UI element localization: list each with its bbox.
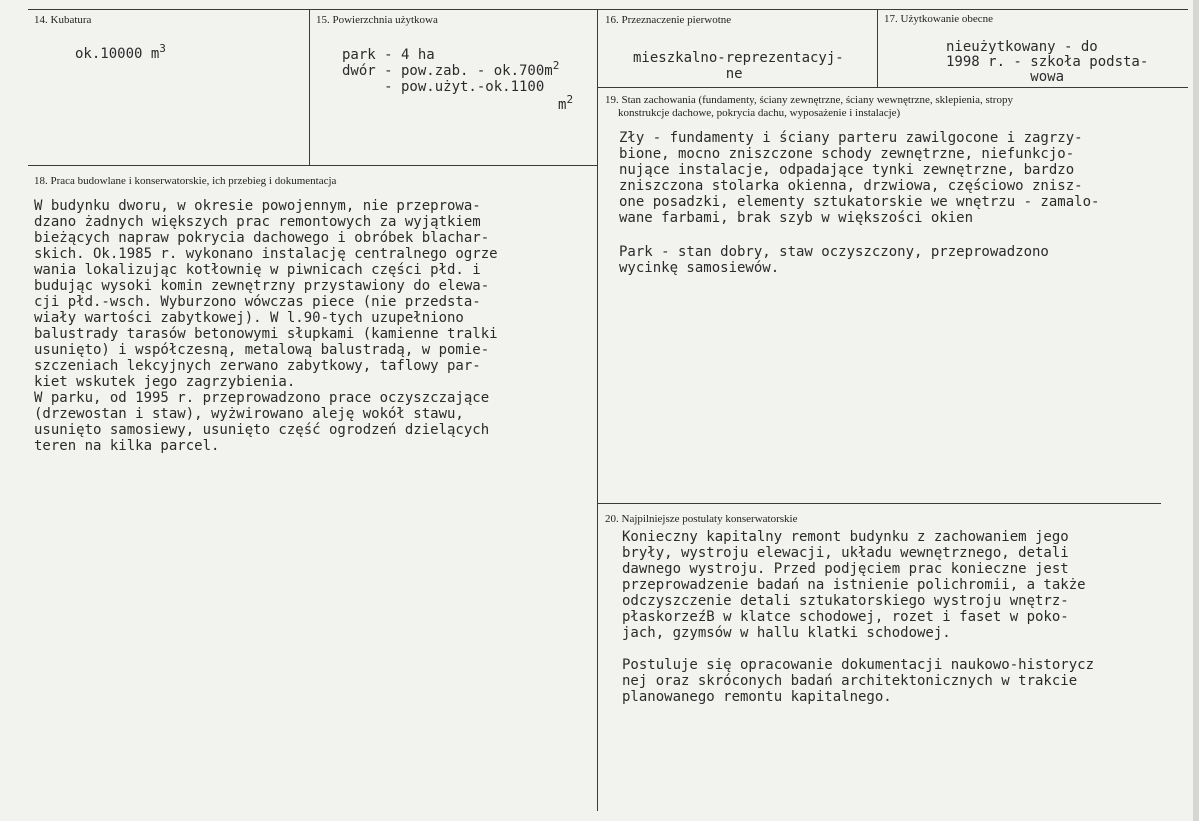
box16-bottom xyxy=(598,87,878,88)
top-border xyxy=(28,9,1188,10)
powierzchnia-line3: - pow.użyt.-ok.1100 xyxy=(342,79,545,95)
label-kubatura: 14. Kubatura xyxy=(34,14,92,26)
przeznaczenie-value: mieszkalno-reprezentacyj- ne xyxy=(633,50,844,82)
label-uzytkowanie: 17. Użytkowanie obecne xyxy=(884,13,994,25)
main-vertical-divider xyxy=(597,9,598,811)
postulaty-text-1: Konieczny kapitalny remont budynku z zachowaniem jego bryły, wystroju elewacji, układu wewnętrznego, detali dawnego wystroju. Przed podjęciem prac konieczne jest przeprowadzenie badań na istnienie polichromii, a także odczyszczenie detali sztukatorskiego wystroju wnętrz- płaskorzeźB w klatce schodowej, rozet i faset w poko- jach, gzymsów w hallu klatki schodowej. xyxy=(622,529,1086,641)
powierzchnia-line1: park - 4 ha xyxy=(342,47,435,63)
divider-14-15 xyxy=(309,9,310,166)
label-przeznaczenie: 16. Przeznaczenie pierwotne xyxy=(605,14,732,26)
stan-text-2: Park - stan dobry, staw oczyszczony, przeprowadzono wycinkę samosiewów. xyxy=(619,244,1049,276)
divider-16-17 xyxy=(877,9,878,88)
stan-text-1: Zły - fundamenty i ściany parteru zawilgocone i zagrzy- bione, mocno zniszczone schody zewnętrzne, niefunkcjo- nujące instalacje, odpadające tynki zewnętrzne, bardzo zniszczona stolarka okienna, drzwiowa, częściowo znisz- one posadzki, elementy sztukatorskie we wnętrzu - zamalo- wane farbami, brak szyb w większości okien xyxy=(619,130,1100,226)
postulaty-text-2: Postuluje się opracowanie dokumentacji naukowo-historycz nej oraz skróconych badań architektonicznych w trakcie planowanego remontu kapitalnego. xyxy=(622,657,1095,705)
powierzchnia-line2 xyxy=(342,59,560,79)
label-powierzchnia: 15. Powierzchnia użytkowa xyxy=(316,14,438,26)
label-praca: 18. Praca budowlane i konserwatorskie, ich przebieg i dokumentacja xyxy=(34,175,337,187)
row1-bottom-right-upper xyxy=(877,87,1188,88)
powierzchnia-line4-sup: 2 xyxy=(566,93,574,106)
powierzchnia-line2-sup: 2 xyxy=(552,59,560,72)
scan-edge xyxy=(1193,0,1199,821)
row1-bottom-left xyxy=(28,165,598,166)
powierzchnia-line2-text: dwór - pow.zab. - ok.700m xyxy=(342,63,553,79)
label-stan-line1: 19. Stan zachowania (fundamenty, ściany zewnętrzne, ściany wewnętrzne, sklepienia, stropy xyxy=(605,94,1013,106)
powierzchnia-line4 xyxy=(558,93,574,113)
label-postulaty: 20. Najpilniejsze postulaty konserwatorskie xyxy=(605,513,798,525)
kubatura-sup: 3 xyxy=(159,42,166,55)
label-stan-line2: konstrukcje dachowe, pokrycia dachu, wyposażenie i instalacje) xyxy=(618,107,901,119)
kubatura-number: ok.10000 m xyxy=(75,46,160,62)
uzytkowanie-value: nieużytkowany - do 1998 r. - szkoła podsta- wowa xyxy=(946,39,1149,85)
kubatura-value xyxy=(75,42,166,62)
praca-text: W budynku dworu, w okresie powojennym, nie przeprowa- dzano żadnych większych prac remontowych za wyjątkiem bieżących napraw pokrycia dachowego i obróbek blachar- skich. Ok.1985 r. wykonano instalację centralnego ogrze wania lokalizując kotłownię w piwnicach części płd. i budując wysoki komin zewnętrzny przystawiony do elewa- cji płd.-wsch. Wyburzono wówczas piece (nie przedsta- wiały wartości zabytkowej). W l.90-tych uzupełniono balustrady tarasów betonowymi słupkami (kamienne tralki usunięto) i współczesną, metalową balustradą, w pomie- szczeniach lekcyjnych zerwano zabytkowy, taflowy par- kiet wskutek jego zagrzybienia. W parku, od 1995 r. przeprowadzono prace oczyszczające (drzewostan i staw), wyżwirowano aleję wokół stawu, usunięto samosiewy, usunięto część ogrodzeń dzielących teren na kilka parcel. xyxy=(34,198,498,454)
powierzchnia-line4-text: m xyxy=(558,97,567,113)
box19-bottom xyxy=(598,503,1161,504)
